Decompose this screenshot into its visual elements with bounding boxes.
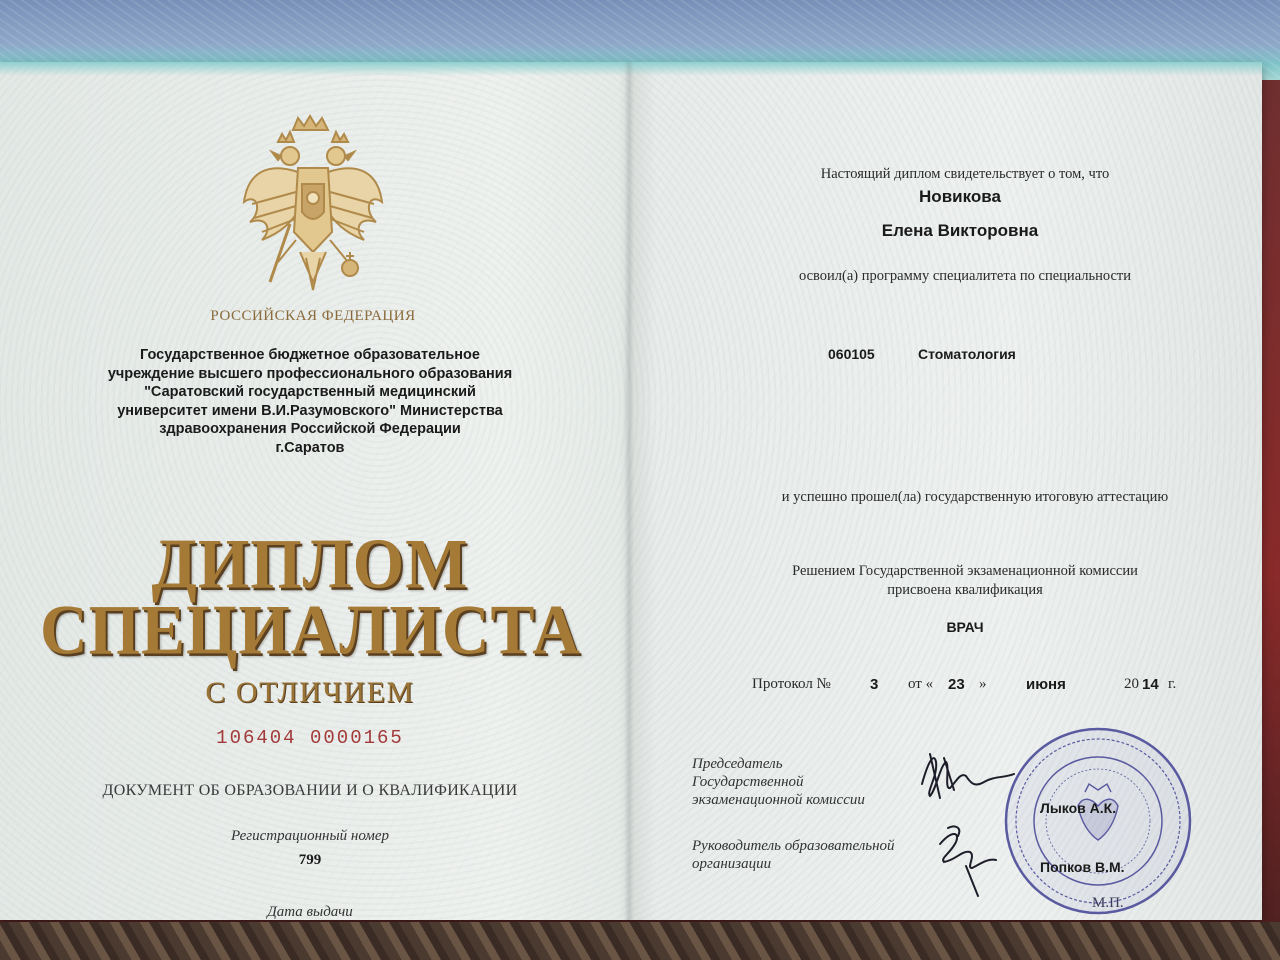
registration-number: 799 bbox=[298, 852, 322, 868]
title-line-diploma: ДИПЛОМ bbox=[151, 525, 469, 604]
issue-date-label: Дата выдачи bbox=[267, 904, 353, 920]
protocol-close-quote: » bbox=[979, 676, 987, 692]
specialty-code: 060105 bbox=[828, 346, 875, 362]
attestation-text: и успешно прошел(ла) государственную итоговую аттестацию bbox=[781, 489, 1169, 505]
holder-given-names: Елена Викторовна bbox=[881, 221, 1039, 240]
country-name: РОССИЙСКАЯ ФЕДЕРАЦИЯ bbox=[210, 308, 416, 324]
registration-label: Регистрационный номер bbox=[230, 828, 389, 844]
coat-of-arms-icon bbox=[238, 112, 388, 302]
certifies-text: Настоящий диплом свидетельствует о том, что bbox=[820, 166, 1110, 182]
rector-name: Попков В.М. bbox=[1040, 859, 1125, 875]
center-fold bbox=[624, 62, 634, 920]
document-type: ДОКУМЕНТ ОБ ОБРАЗОВАНИИ И О КВАЛИФИКАЦИИ bbox=[102, 782, 518, 799]
institution-line: учреждение высшего профессионального образования bbox=[107, 365, 513, 382]
diploma-spread bbox=[0, 62, 1262, 920]
title-line-specialist: СПЕЦИАЛИСТА bbox=[40, 591, 581, 670]
protocol-year-unit: г. bbox=[1168, 676, 1177, 692]
official-seal-icon bbox=[1003, 726, 1193, 916]
specialty-name: Стоматология bbox=[918, 346, 1016, 362]
protocol-label: Протокол № bbox=[752, 676, 831, 692]
chair-label-line: Государственной bbox=[692, 774, 804, 790]
institution-line: здравоохранения Российской Федерации bbox=[159, 421, 461, 437]
protocol-line bbox=[752, 676, 1212, 700]
decision-line: Решением Государственной экзаменационной комиссии bbox=[792, 563, 1138, 579]
honors-label: С ОТЛИЧИЕМ bbox=[205, 676, 415, 709]
diploma-title bbox=[40, 525, 581, 670]
serial-number: 106404 0000165 bbox=[216, 727, 404, 749]
program-text: освоил(а) программу специалитета по специальности bbox=[798, 268, 1132, 284]
rector-label-line: Руководитель образовательной bbox=[692, 838, 895, 854]
protocol-from-label: от « bbox=[908, 676, 934, 692]
holder-surname: Новикова bbox=[919, 187, 1001, 206]
protocol-day: 23 bbox=[948, 676, 965, 693]
chair-label-line: экзаменационной комиссии bbox=[692, 792, 865, 808]
rector-label-line: организации bbox=[692, 856, 772, 872]
background-fabric bbox=[0, 922, 1280, 960]
institution-line: "Саратовский государственный медицинский bbox=[144, 384, 476, 400]
chair-label-line: Председатель bbox=[692, 756, 783, 772]
protocol-number: 3 bbox=[870, 676, 879, 693]
commission-chair-label bbox=[692, 755, 932, 809]
institution-line: университет имени В.И.Разумовского" Министерства bbox=[117, 402, 503, 419]
commission-decision bbox=[700, 562, 1230, 600]
institution-line: Государственное бюджетное образовательное bbox=[140, 347, 480, 363]
institution-name bbox=[60, 346, 560, 457]
seal-place-mark: М.П. bbox=[1092, 895, 1124, 911]
decision-line: присвоена квалификация bbox=[887, 582, 1043, 598]
commission-chair-name: Лыков А.К. bbox=[1040, 800, 1117, 816]
institution-line: г.Саратов bbox=[275, 439, 345, 456]
protocol-month: июня bbox=[1026, 676, 1066, 693]
protocol-year-prefix: 20 bbox=[1124, 676, 1139, 692]
qualification: ВРАЧ bbox=[946, 619, 984, 635]
protocol-year-suffix: 14 bbox=[1142, 676, 1159, 693]
